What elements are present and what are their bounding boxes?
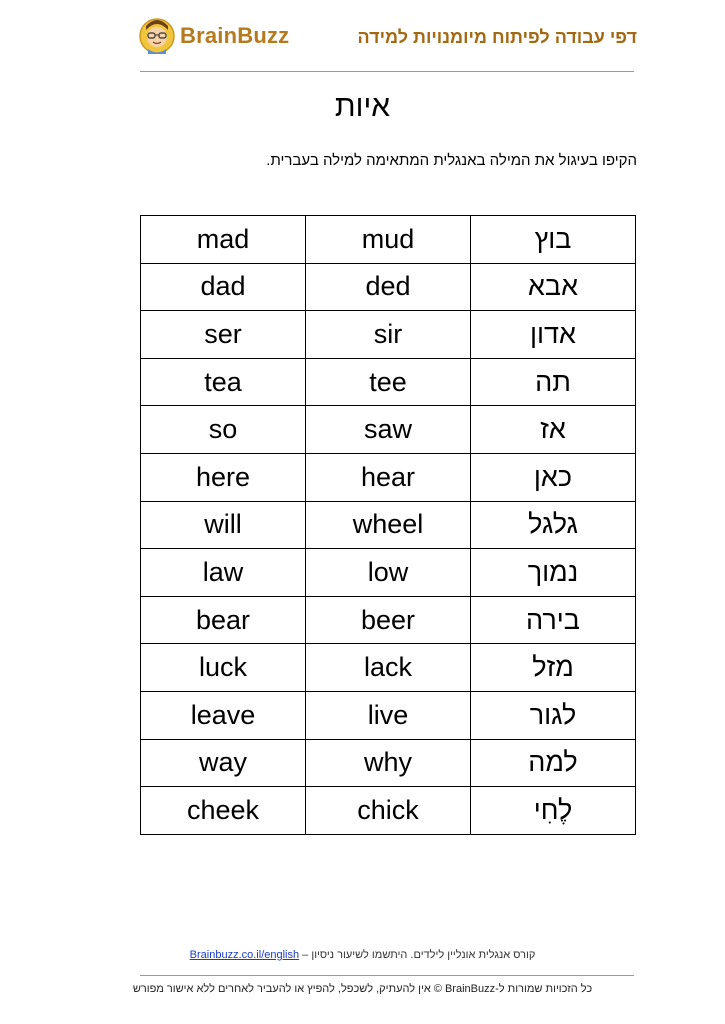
table-row [141,787,636,835]
english-option-2[interactable]: wheel [306,501,471,549]
hebrew-word: מזל [471,644,636,692]
english-option-2[interactable]: tee [306,358,471,406]
table-row [141,406,636,454]
logo-text: BrainBuzz [180,23,290,48]
table-row [141,216,636,264]
hebrew-word: אז [471,406,636,454]
table-row [141,311,636,359]
mascot-icon [138,16,176,56]
english-option-2[interactable]: sir [306,311,471,359]
page-header [0,0,725,72]
english-option-1[interactable]: tea [141,358,306,406]
brainbuzz-logo [138,16,289,56]
english-option-1[interactable]: mad [141,216,306,264]
page-title: איות [334,90,391,123]
word-choice-table [140,215,636,835]
header-title: דפי עבודה לפיתוח מיומנויות למידה [357,27,637,47]
english-option-2[interactable]: low [306,549,471,597]
english-option-2[interactable]: mud [306,216,471,264]
english-option-1[interactable]: ser [141,311,306,359]
english-option-1[interactable]: luck [141,644,306,692]
hebrew-word: נמוך [471,549,636,597]
hebrew-word: בוץ [471,216,636,264]
hebrew-word: לגור [471,691,636,739]
english-option-1[interactable]: bear [141,596,306,644]
table-row [141,691,636,739]
table-row [141,501,636,549]
table-row [141,358,636,406]
hebrew-word: גלגל [471,501,636,549]
english-option-2[interactable]: saw [306,406,471,454]
table-row [141,596,636,644]
table-row [141,549,636,597]
table-row [141,739,636,787]
table-row [141,453,636,501]
english-option-1[interactable]: will [141,501,306,549]
hebrew-word: בירה [471,596,636,644]
hebrew-word: למה [471,739,636,787]
hebrew-word: כאן [471,453,636,501]
hebrew-word: אבא [471,263,636,311]
footer-link[interactable]: Brainbuzz.co.il/english [189,949,300,961]
english-option-2[interactable]: beer [306,596,471,644]
table-row [141,263,636,311]
footer-promo [0,949,725,961]
english-option-1[interactable]: way [141,739,306,787]
table-row [141,644,636,692]
footer-divider [140,975,634,976]
english-option-1[interactable]: leave [141,691,306,739]
english-option-2[interactable]: why [306,739,471,787]
english-option-2[interactable]: live [306,691,471,739]
english-option-1[interactable]: law [141,549,306,597]
english-option-2[interactable]: lack [306,644,471,692]
english-option-2[interactable]: ded [306,263,471,311]
english-option-1[interactable]: dad [141,263,306,311]
header-divider [140,71,634,72]
instruction-text: הקיפו בעיגול את המילה באנגלית המתאימה למילה בעברית. [266,152,637,169]
hebrew-word: לֶחִי [471,787,636,835]
hebrew-word: תה [471,358,636,406]
english-option-1[interactable]: cheek [141,787,306,835]
hebrew-word: אדון [471,311,636,359]
footer-promo-text: קורס אנגלית אונליין לילדים. היתשמו לשיעור ניסיון – [302,949,536,961]
footer-copyright: כל הזכויות שמורות ל-BrainBuzz © אין להעתיק, לשכפל, להפיץ או להעביר לאחרים ללא אישור מפורש [132,983,593,995]
english-option-2[interactable]: hear [306,453,471,501]
english-option-1[interactable]: so [141,406,306,454]
english-option-2[interactable]: chick [306,787,471,835]
english-option-1[interactable]: here [141,453,306,501]
